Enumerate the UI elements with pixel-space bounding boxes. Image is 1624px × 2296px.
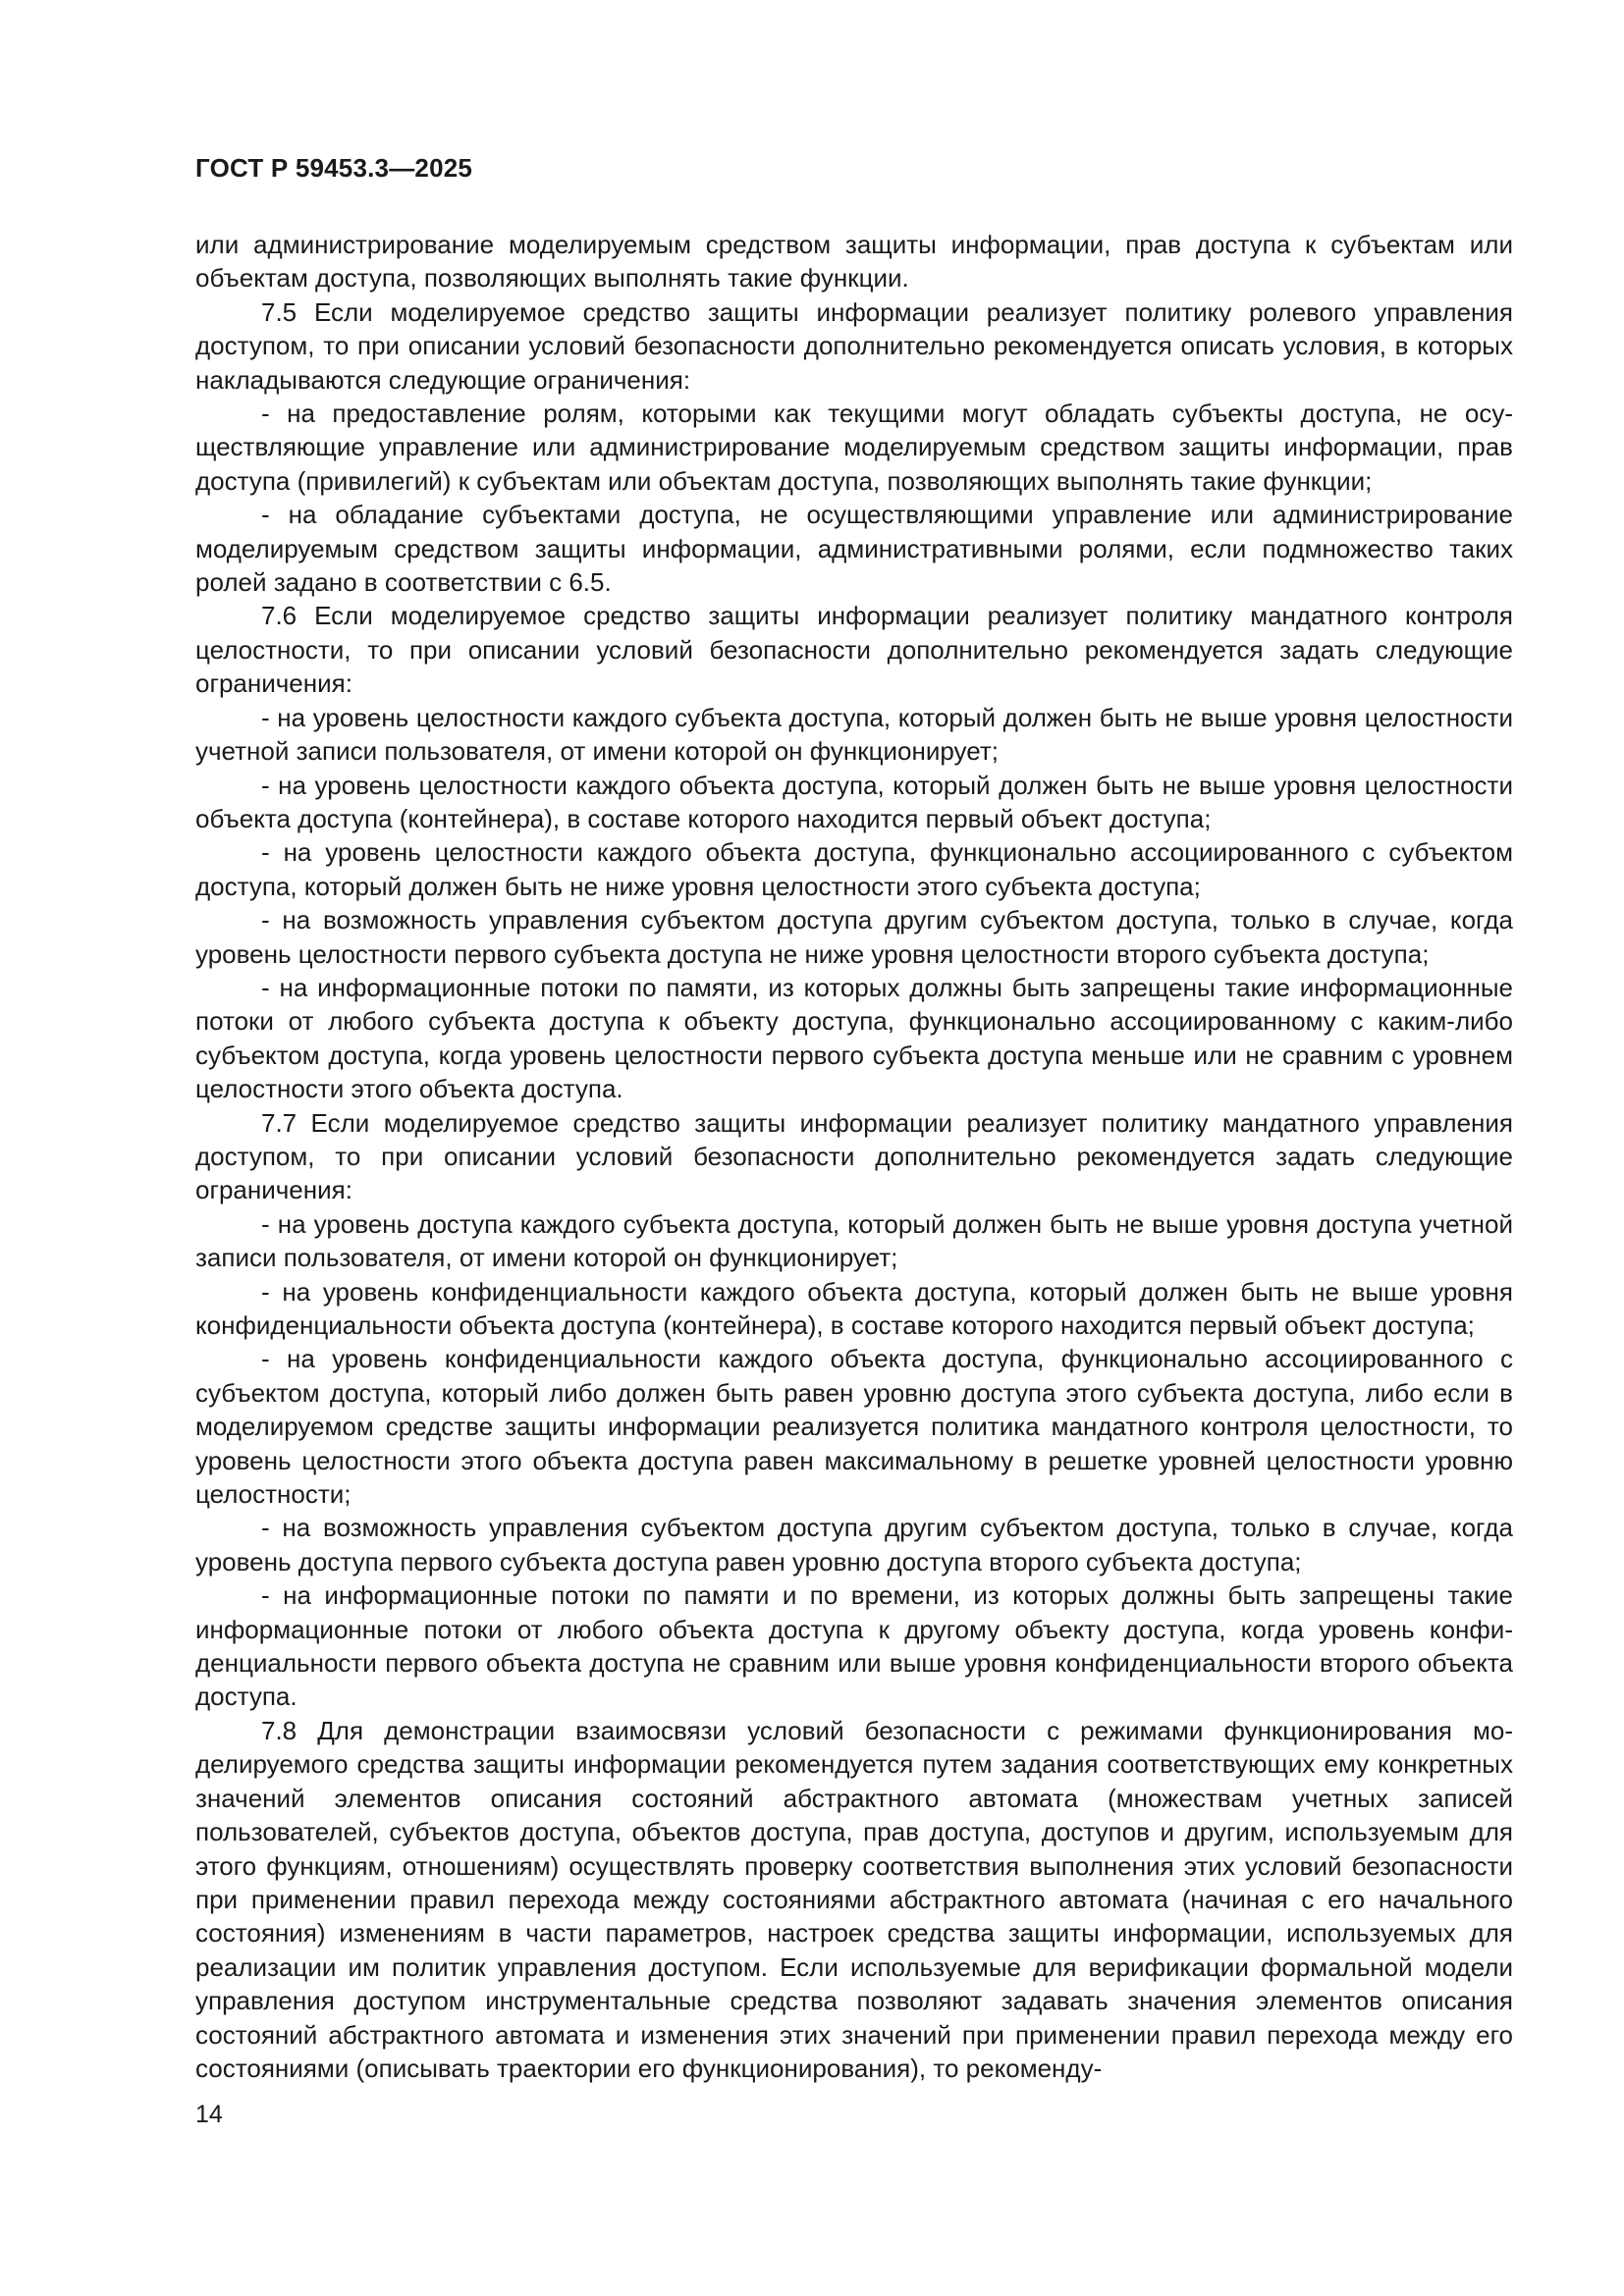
- list-item: - на обладание субъектами доступа, не осуществляющими управление или администрирование моделируемым средством защиты информации, административными ролями, если подмножество таких ролей задано в соответствии с 6.5.: [195, 500, 1513, 598]
- list-item: - на уровень целостности каждого субъекта доступа, который должен быть не выше уровня целостности учетной записи пользователя, от имени которой он функционирует;: [195, 702, 1513, 767]
- document-header: ГОСТ Р 59453.3—2025: [195, 153, 473, 183]
- paragraph-7-7: 7.7 Если моделируемое средство защиты информации реализует политику мандатного управления доступом, то при описании условий безопасности дополнительно рекомендуется задать следующие ограничения:: [195, 1107, 1513, 1205]
- list-item: - на уровень целостности каждого объекта доступа, функционально ассоциированного с субъектом доступа, который должен быть не ниже уровня целостности этого субъекта доступа;: [195, 837, 1513, 901]
- paragraph-7-6: 7.6 Если моделируемое средство защиты информации реализует политику мандатного контроля целостности, то при описании условий безопасности дополнительно рекомендуется задать следующие ограничения:: [195, 601, 1513, 699]
- paragraph-continuation: или администрирование моделируемым средством защиты информации, прав доступа к субъектам или объектам доступа, позволяющих выполнять такие функции.: [195, 230, 1513, 294]
- page-number: 14: [195, 2101, 223, 2128]
- paragraph-7-5: 7.5 Если моделируемое средство защиты информации реализует политику ролевого управления доступом, то при описании условий безопасности дополнительно рекомендуется описать условия, в которых накладываются следующие ограничения:: [195, 296, 1513, 395]
- list-item: - на возможность управления субъектом доступа другим субъектом доступа, только в случае, когда уровень целостности первого субъекта доступа не ниже уровня целостности второго субъекта доступа;: [195, 905, 1513, 969]
- list-item: - на предоставление ролям, которыми как текущими могут обладать субъекты доступа, не осуществляющие управление или администрирование моделируемым средством защиты информации, прав доступа (привилегий) к субъектам или объектам доступа, позволяющих выполнять такие функции;: [195, 399, 1513, 496]
- list-item: - на уровень конфиденциальности каждого объекта доступа, который должен быть не выше уровня конфиденциальности объекта доступа (контейнера), в составе которого находится первый объект доступа;: [195, 1276, 1513, 1340]
- paragraph-7-8: 7.8 Для демонстрации взаимосвязи условий безопасности с режимами функционирования моделируемого средства защиты информации рекомендуется путем задания соответствующих ему конкретных значений элементов описания состояний абстрактного автомата (множествам учетных записей пользователей, субъектов доступа, объектов доступа, прав доступа, доступов и другим, используемым для этого функциям, отношениям) осуществлять проверку соответствия выполнения этих условий безопасности при применении правил перехода между состояниями абстрактного автомата (начиная с его начального состояния) изменениям в части параметров, настроек средства защиты информации, используемых для реализации им политик управления доступом. Если используемые для верификации формальной модели управления доступом инструментальные средства позволяют задавать значения элементов описания состояний абстрактного автомата и изменения этих значений при применении правил перехода между его состояниями (описывать траектории его функционирования), то рекоменду-: [195, 1715, 1513, 2083]
- list-item: - на информационные потоки по памяти и по времени, из которых должны быть запрещены такие информационные потоки от любого объекта доступа к другому объекту доступа, когда уровень конфиденциальности первого объекта доступа не сравним или выше уровня конфиденциальности второго объекта доступа.: [195, 1580, 1513, 1712]
- list-item: - на уровень конфиденциальности каждого объекта доступа, функционально ассоциированного с субъектом доступа, который либо должен быть равен уровню доступа этого субъекта доступа, либо если в моделируемом средстве защиты информации реализуется политика мандатного контроля целостности, то уровень целостности этого объекта доступа равен максимальному в решетке уровней целостности уровню целостности;: [195, 1344, 1513, 1510]
- document-body: [195, 228, 1513, 2085]
- list-item: - на возможность управления субъектом доступа другим субъектом доступа, только в случае, когда уровень доступа первого субъекта доступа равен уровню доступа второго субъекта доступа;: [195, 1513, 1513, 1576]
- list-item: - на информационные потоки по памяти, из которых должны быть запрещены такие информационные потоки от любого субъекта доступа к объекту доступа, функционально ассоциированному с каким-либо субъектом доступа, когда уровень целостности первого субъекта доступа меньше или не сравним с уровнем целостности этого объекта доступа.: [195, 972, 1513, 1104]
- list-item: - на уровень целостности каждого объекта доступа, который должен быть не выше уровня целостности объекта доступа (контейнера), в составе которого находится первый объект доступа;: [195, 770, 1513, 833]
- list-item: - на уровень доступа каждого субъекта доступа, который должен быть не выше уровня доступа учетной записи пользователя, от имени которой он функционирует;: [195, 1208, 1513, 1273]
